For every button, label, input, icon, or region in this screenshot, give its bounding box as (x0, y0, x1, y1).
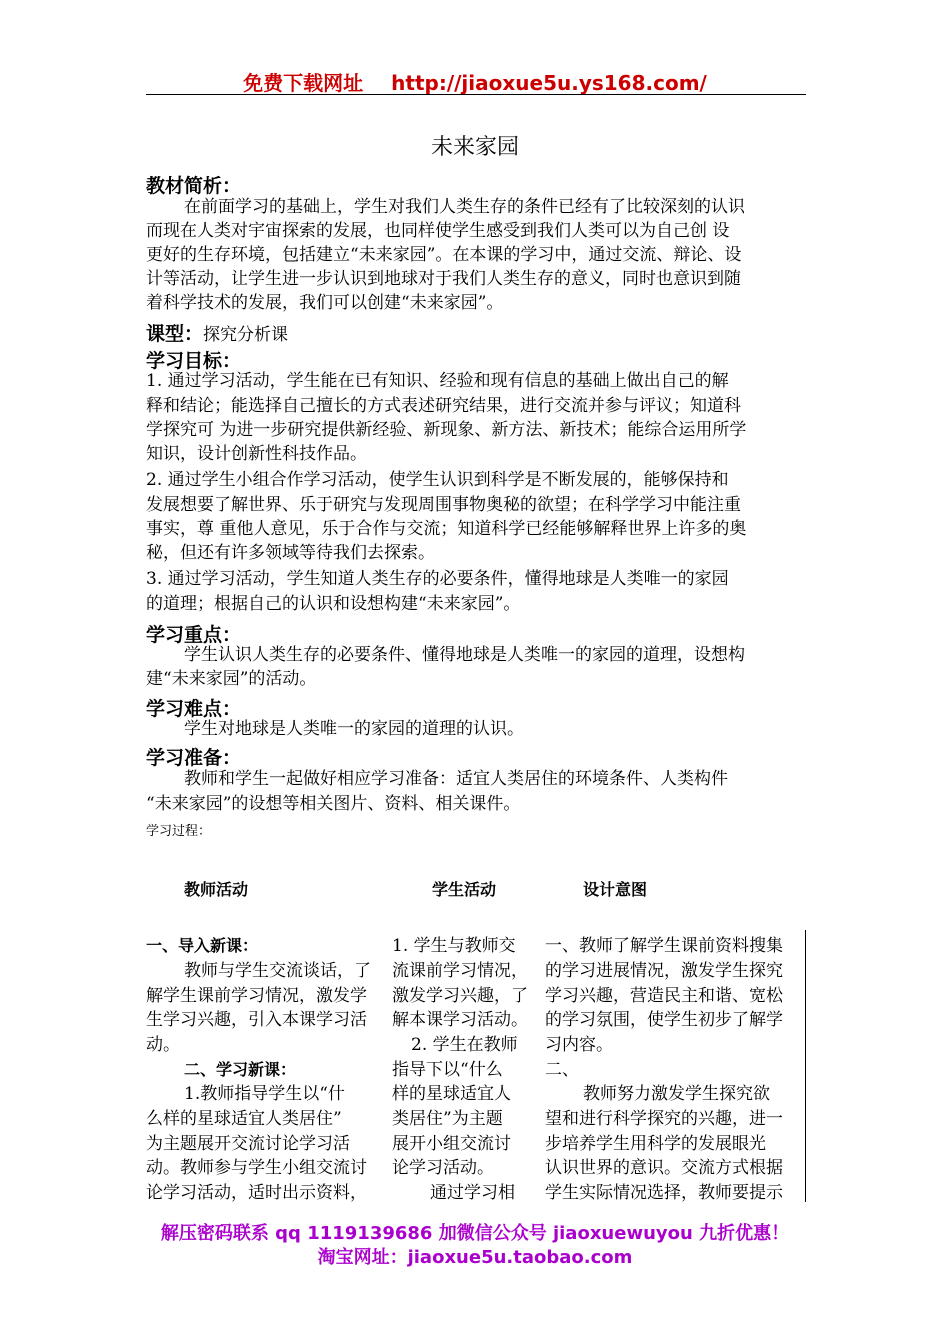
student-cell-line: 解本课学习活动。 (392, 1010, 528, 1030)
download-label: 免费下载网址 (243, 71, 364, 95)
teacher-cell-line: 一、导入新课： (146, 936, 259, 955)
student-cell-line: 1. 学生与教师交 (392, 936, 516, 956)
overview-line: 着科学技术的发展，我们可以创建“未来家园”。 (146, 293, 504, 313)
overview-line: 在前面学习的基础上，学生对我们人类生存的条件已经有了比较深刻的认识 (184, 197, 745, 217)
student-cell-line: 展开小组交流讨 (392, 1134, 511, 1154)
footer-shop-link[interactable]: 淘宝网址：jiaoxue5u.taobao.com (317, 1247, 633, 1268)
difficulties-line: 学生对地球是人类唯一的家园的道理的认识。 (184, 719, 524, 739)
key-points-line: 学生认识人类生存的必要条件、懂得地球是人类唯一的家园的道理，设想构 (184, 645, 745, 665)
footer-contact: 解压密码联系 qq 1119139686 加微信公众号 jiaoxuewuyou 九折优惠！ (160, 1223, 790, 1244)
teacher-cell-line: 生学习兴趣，引入本课学习活 (146, 1010, 367, 1030)
objective-line: 1. 通过学习活动，学生能在已有知识、经验和现有信息的基础上做出自己的解 (146, 371, 729, 391)
intent-cell-line: 的学习进展情况，激发学生探究 (545, 961, 783, 981)
overview-line: 计等活动，让学生进一步认识到地球对于我们人类生存的意义，同时也意识到随 (146, 269, 741, 289)
header-divider (146, 94, 806, 95)
teacher-cell-line: 二、学习新课： (184, 1060, 297, 1079)
student-cell-line: 流课前学习情况， (392, 961, 528, 981)
teacher-cell-line: 动。 (146, 1035, 180, 1055)
student-cell-line: 通过学习相 (430, 1183, 515, 1203)
preparation-heading: 学习准备： (146, 747, 242, 769)
teacher-cell-line: 解学生课前学习情况，激发学 (146, 986, 367, 1006)
preparation-line: 教师和学生一起做好相应学习准备：适宜人类居住的环境条件、人类构件 (184, 769, 728, 789)
lesson-type-heading: 课型： (146, 323, 204, 345)
intent-cell-line: 教师努力激发学生探究欲 (583, 1084, 770, 1104)
key-points-line: 建“未来家园”的活动。 (146, 669, 317, 689)
objective-line: 2. 通过学生小组合作学习活动，使学生认识到科学是不断发展的，能够保持和 (146, 470, 729, 490)
objective-line: 知识，设计创新性科技作品。 (146, 444, 367, 464)
teacher-cell-line: 教师与学生交流谈话，了 (184, 961, 371, 981)
download-url-link[interactable]: http://jiaoxue5u.ys168.com/ (391, 71, 707, 95)
intent-cell-line: 二、 (545, 1060, 579, 1080)
intent-cell-line: 的学习氛围，使学生初步了解学 (545, 1010, 783, 1030)
intent-cell-line: 一、教师了解学生课前资料搜集 (545, 936, 783, 956)
column-header-student: 学生活动 (432, 880, 497, 899)
objective-line: 学探究可 为进一步研究提供新经验、新现象、新方法、新技术；能综合运用所学 (146, 420, 747, 440)
objective-line: 秘，但还有许多领域等待我们去探索。 (146, 543, 435, 563)
objectives-heading: 学习目标： (146, 350, 242, 372)
student-cell-line: 样的星球适宜人 (392, 1084, 511, 1104)
overview-heading: 教材简析： (146, 175, 242, 197)
lesson-type-value: 探究分析课 (203, 325, 289, 345)
teacher-cell-line: 1.教师指导学生以“什 (184, 1084, 345, 1104)
teacher-cell-line: 动。教师参与学生小组交流讨 (146, 1158, 367, 1178)
student-cell-line: 类居住”为主题 (392, 1109, 503, 1129)
intent-cell-line: 步培养学生用科学的发展眼光 (545, 1134, 766, 1154)
intent-cell-line: 习内容。 (545, 1035, 613, 1055)
student-cell-line: 指导下以“什么 (392, 1060, 503, 1080)
process-label: 学习过程： (146, 824, 212, 839)
intent-cell-line: 学习兴趣，营造民主和谐、宽松 (545, 986, 783, 1006)
column-header-intent: 设计意图 (583, 880, 648, 899)
overview-line: 而现在人类对宇宙探索的发展，也同样使学生感受到我们人类可以为自己创 设 (146, 221, 730, 241)
teacher-cell-line: 论学习活动，适时出示资料， (146, 1183, 367, 1203)
column-header-teacher: 教师活动 (184, 880, 249, 899)
objective-line: 发展想要了解世界、乐于研究与发现周围事物奥秘的欲望；在科学学习中能注重 (146, 495, 741, 515)
teacher-cell-line: 么样的星球适宜人类居住” (146, 1109, 342, 1129)
document-title: 未来家园 (430, 135, 519, 160)
objective-line: 3. 通过学习活动，学生知道人类生存的必要条件，懂得地球是人类唯一的家园 (146, 569, 729, 589)
intent-cell-line: 学生实际情况选择，教师要提示 (545, 1183, 783, 1203)
student-cell-line: 论学习活动。 (392, 1158, 494, 1178)
overview-line: 更好的生存环境，包括建立“未来家园”。在本课的学习中，通过交流、辩论、设 (146, 245, 742, 265)
lesson-type (146, 319, 288, 347)
student-cell-line: 2. 学生在教师 (411, 1035, 518, 1055)
intent-cell-line: 望和进行科学探究的兴趣，进一 (545, 1109, 783, 1129)
key-points-heading: 学习重点： (146, 624, 242, 646)
objective-line: 释和结论；能选择自己擅长的方式表述研究结果，进行交流并参与评议；知道科 (146, 396, 741, 416)
download-header (0, 67, 950, 96)
student-cell-line: 激发学习兴趣，了 (392, 986, 528, 1006)
intent-cell-line: 认识世界的意识。交流方式根据 (545, 1158, 783, 1178)
objective-line: 的道理；根据自己的认识和设想构建“未来家园”。 (146, 594, 521, 614)
objective-line: 事实，尊 重他人意见，乐于合作与交流；知道科学已经能够解释世界上许多的奥 (146, 519, 747, 539)
preparation-line: “未来家园”的设想等相关图片、资料、相关课件。 (146, 794, 521, 814)
difficulties-heading: 学习难点： (146, 698, 242, 720)
table-right-border (805, 930, 806, 1202)
teacher-cell-line: 为主题展开交流讨论学习活 (146, 1134, 350, 1154)
